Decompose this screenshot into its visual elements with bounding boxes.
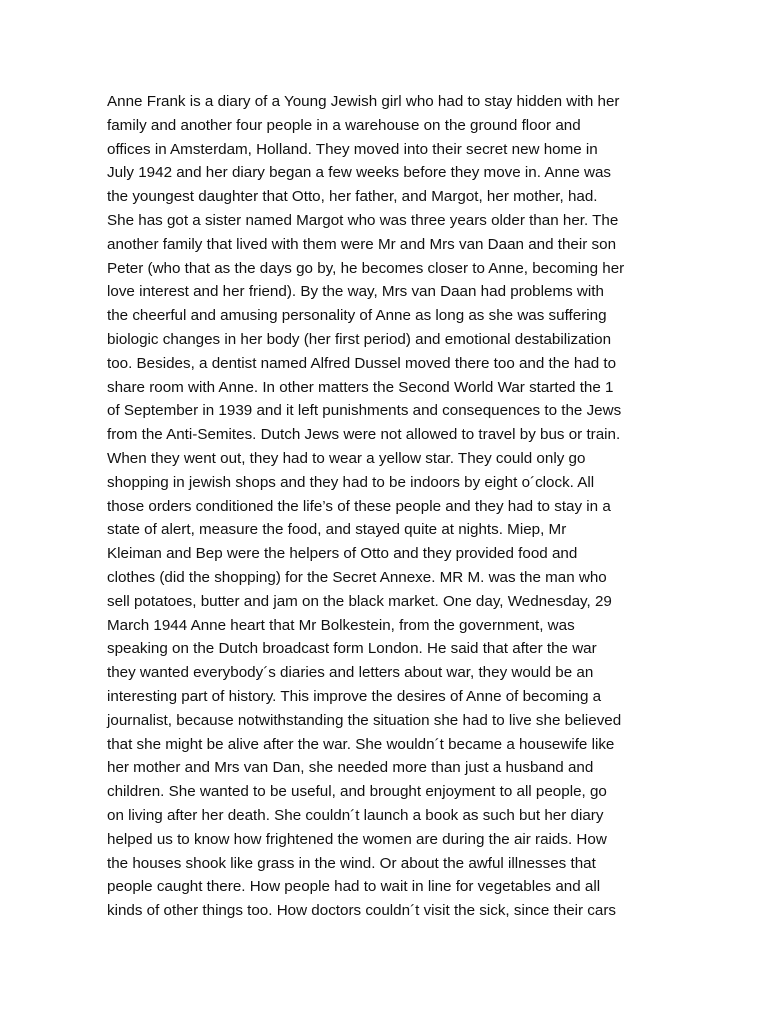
text-line: they wanted everybody´s diaries and letters about war, they would be an xyxy=(107,664,594,682)
text-line: those orders conditioned the life’s of these people and they had to stay in a xyxy=(107,497,611,515)
text-line: her mother and Mrs van Dan, she needed more than just a husband and xyxy=(107,759,594,777)
text-line: interesting part of history. This improve the desires of Anne of becoming a xyxy=(107,687,602,705)
text-line: speaking on the Dutch broadcast form London. He said that after the war xyxy=(107,640,597,658)
text-line: journalist, because notwithstanding the situation she had to live she believed xyxy=(107,711,622,729)
text-line: share room with Anne. In other matters the Second World War started the 1 xyxy=(107,378,614,396)
text-line: children. She wanted to be useful, and brought enjoyment to all people, go xyxy=(107,783,607,801)
text-line: love interest and her friend). By the way, Mrs van Daan had problems with xyxy=(107,283,604,301)
text-line: When they went out, they had to wear a yellow star. They could only go xyxy=(107,449,586,467)
text-line: state of alert, measure the food, and stayed quite at nights. Miep, Mr xyxy=(107,521,567,539)
text-line: offices in Amsterdam, Holland. They moved into their secret new home in xyxy=(107,140,598,158)
text-line: kinds of other things too. How doctors couldn´t visit the sick, since their cars xyxy=(107,902,617,920)
text-line: helped us to know how frightened the women are during the air raids. How xyxy=(107,830,607,848)
text-line: family and another four people in a warehouse on the ground floor and xyxy=(107,116,581,134)
text-line: Anne Frank is a diary of a Young Jewish girl who had to stay hidden with her xyxy=(107,93,620,110)
text-line: March 1944 Anne heart that Mr Bolkestein, from the government, was xyxy=(107,616,575,634)
text-line: She has got a sister named Margot who was three years older than her. The xyxy=(107,211,619,229)
text-line: Peter (who that as the days go by, he becomes closer to Anne, becoming her xyxy=(107,259,625,277)
text-line: biologic changes in her body (her first period) and emotional destabilization xyxy=(107,330,612,348)
text-line: sell potatoes, butter and jam on the black market. One day, Wednesday, 29 xyxy=(107,592,612,610)
text-line: too. Besides, a dentist named Alfred Dussel moved there too and the had to xyxy=(107,354,617,372)
text-line: the houses shook like grass in the wind. Or about the awful illnesses that xyxy=(107,854,596,872)
text-line: people caught there. How people had to wait in line for vegetables and all xyxy=(107,878,601,896)
text-line: the cheerful and amusing personality of Anne as long as she was suffering xyxy=(107,307,607,325)
text-line: Kleiman and Bep were the helpers of Otto and they provided food and xyxy=(107,545,578,563)
text-line: on living after her death. She couldn´t launch a book as such but her diary xyxy=(107,806,604,824)
text-line: clothes (did the shopping) for the Secret Annexe. MR M. was the man who xyxy=(107,568,607,586)
text-line: the youngest daughter that Otto, her father, and Margot, her mother, had. xyxy=(107,188,598,206)
text-line: that she might be alive after the war. She wouldn´t became a housewife like xyxy=(107,735,615,753)
text-line: shopping in jewish shops and they had to be indoors by eight o´clock. All xyxy=(107,473,595,491)
body-paragraph xyxy=(107,90,667,923)
text-line: from the Anti-Semites. Dutch Jews were not allowed to travel by bus or train. xyxy=(107,426,621,444)
text-line: of September in 1939 and it left punishments and consequences to the Jews xyxy=(107,402,622,420)
text-line: another family that lived with them were Mr and Mrs van Daan and their son xyxy=(107,235,617,253)
text-line: July 1942 and her diary began a few weeks before they move in. Anne was xyxy=(107,164,612,182)
